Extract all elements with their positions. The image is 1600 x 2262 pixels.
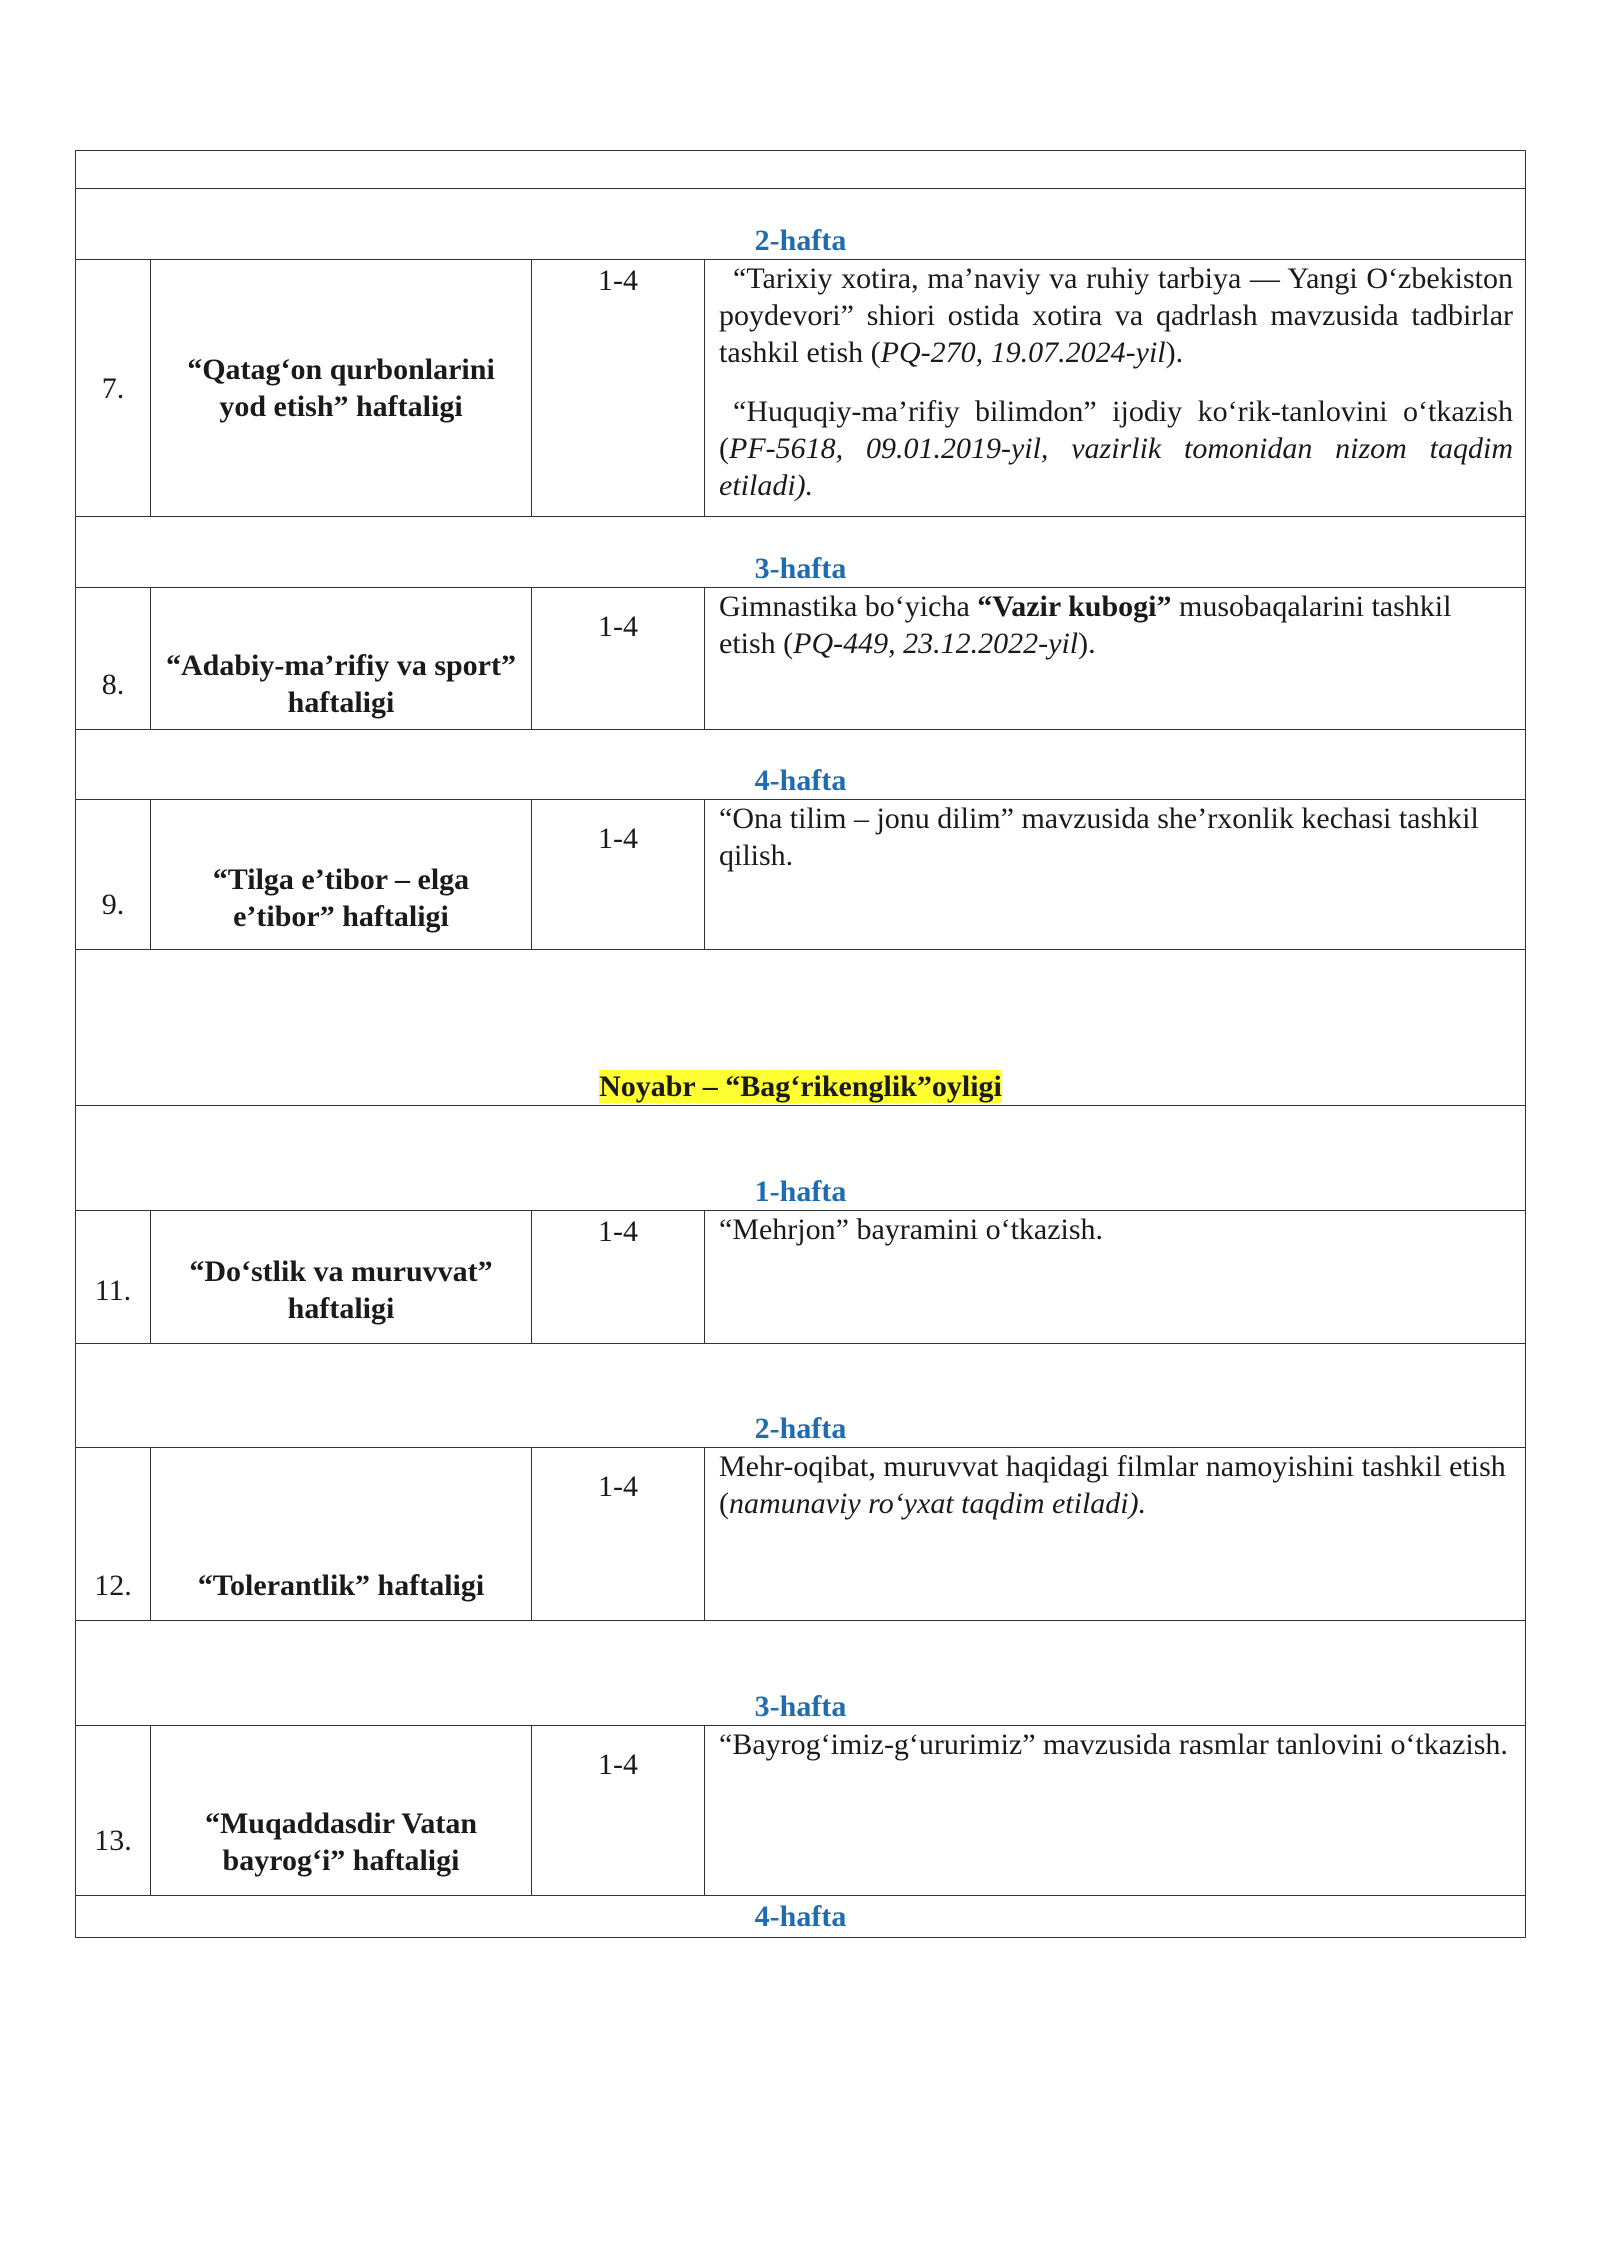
empty-top-row (76, 151, 1526, 189)
table-row (76, 1211, 1526, 1344)
grade-range: 1-4 (532, 588, 705, 730)
row-number: 11. (76, 1211, 151, 1344)
table-row (76, 1448, 1526, 1621)
schedule-table (75, 150, 1526, 1938)
table-row (76, 260, 1526, 517)
event-description: “Mehrjon” bayramini o‘tkazish. (705, 1211, 1526, 1344)
row-number: 9. (76, 800, 151, 950)
event-description: Mehr-oqibat, muruvvat haqidagi filmlar namoyishini tashkil etish (namunaviy ro‘yxat taqdim etiladi). (705, 1448, 1526, 1621)
week-label: 2-hafta (76, 1344, 1526, 1448)
month-header-row (76, 950, 1526, 1106)
event-name: “Tolerantlik” haftaligi (151, 1448, 532, 1621)
table-row (76, 588, 1526, 730)
week-label: 3-hafta (76, 1621, 1526, 1726)
event-description: “Ona tilim – jonu dilim” mavzusida she’rxonlik kechasi tashkil qilish. (705, 800, 1526, 950)
grade-range: 1-4 (532, 260, 705, 517)
week-header-row (76, 1344, 1526, 1448)
event-name: “Tilga e’tibor – elga e’tibor” haftaligi (151, 800, 532, 950)
row-number: 8. (76, 588, 151, 730)
week-header-row (76, 1896, 1526, 1938)
week-header-row (76, 1621, 1526, 1726)
event-name: “Qatag‘on qurbonlarini yod etish” haftaligi (151, 260, 532, 517)
week-header-row (76, 517, 1526, 588)
event-name: “Do‘stlik va muruvvat” haftaligi (151, 1211, 532, 1344)
week-label: 3-hafta (76, 517, 1526, 588)
month-title: Noyabr – “Bag‘rikenglik”oyligi (76, 950, 1526, 1106)
row-number: 13. (76, 1726, 151, 1896)
row-number: 7. (76, 260, 151, 517)
week-header-row (76, 189, 1526, 260)
grade-range: 1-4 (532, 800, 705, 950)
grade-range: 1-4 (532, 1448, 705, 1621)
event-description: Gimnastika bo‘yicha “Vazir kubogi” musobaqalarini tashkil etish (PQ-449, 23.12.2022-yil). (705, 588, 1526, 730)
grade-range: 1-4 (532, 1726, 705, 1896)
row-number: 12. (76, 1448, 151, 1621)
week-label: 1-hafta (76, 1106, 1526, 1211)
event-description: “Tarixiy xotira, ma’naviy va ruhiy tarbiya — Yangi O‘zbekiston poydevori” shiori ostida xotira va qadrlash mavzusida tadbirlar tashkil etish (PQ-270, 19.07.2024-yil). “Huquqiy-ma’rifiy bilimdon” ijodiy ko‘rik-tanlovini o‘tkazish (PF-5618, 09.01.2019-yil, vazirlik tomonidan nizom taqdim etiladi). (705, 260, 1526, 517)
event-name: “Muqaddasdir Vatan bayrog‘i” haftaligi (151, 1726, 532, 1896)
week-header-row (76, 1106, 1526, 1211)
week-label: 4-hafta (76, 1896, 1526, 1938)
event-name: “Adabiy-ma’rifiy va sport” haftaligi (151, 588, 532, 730)
document-page (75, 150, 1525, 1938)
table-row (76, 1726, 1526, 1896)
event-description: “Bayrog‘imiz-g‘ururimiz” mavzusida rasmlar tanlovini o‘tkazish. (705, 1726, 1526, 1896)
table-row (76, 800, 1526, 950)
week-label: 4-hafta (76, 730, 1526, 800)
week-label: 2-hafta (76, 189, 1526, 260)
grade-range: 1-4 (532, 1211, 705, 1344)
week-header-row (76, 730, 1526, 800)
